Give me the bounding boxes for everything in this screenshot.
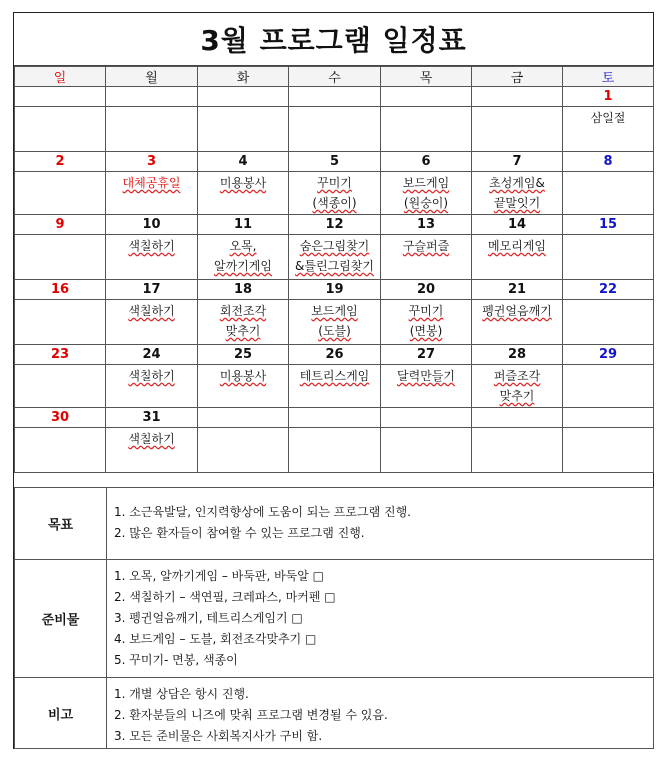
date-cell: 2: [15, 152, 106, 172]
event-cell: [15, 300, 106, 345]
date-cell: 3: [106, 152, 198, 172]
notes-label: 비고: [15, 678, 107, 749]
date-row: [15, 280, 654, 300]
event-cell: [381, 428, 472, 473]
date-cell: [106, 87, 198, 107]
event-text: 끝말잇기: [493, 196, 541, 210]
notes-line: 1. 개별 상담은 항시 진행.: [114, 687, 249, 701]
date-cell: [289, 408, 381, 428]
date-cell: 28: [472, 345, 563, 365]
event-text: 오목,: [229, 239, 257, 253]
event-cell: [289, 300, 381, 345]
date-cell: 5: [289, 152, 381, 172]
date-row: [15, 345, 654, 365]
event-cell: [15, 428, 106, 473]
date-cell: 24: [106, 345, 198, 365]
supplies-line: 1. 오목, 알까기게임 – 바둑판, 바둑알 □: [114, 569, 324, 583]
event-row: [15, 172, 654, 215]
weekday-tue: 화: [198, 67, 289, 87]
calendar-table: [14, 66, 654, 473]
event-text: 알까기게임: [214, 259, 272, 273]
date-cell: 15: [563, 215, 654, 235]
supplies-line: 2. 색칠하기 – 색연필, 크레파스, 마커펜 □: [114, 590, 336, 604]
date-cell: 16: [15, 280, 106, 300]
event-cell: [381, 365, 472, 408]
supplies-row: [15, 560, 654, 678]
date-cell: 23: [15, 345, 106, 365]
event-text: (색종이): [312, 196, 357, 210]
date-cell: [563, 408, 654, 428]
event-cell: [563, 172, 654, 215]
date-cell: 26: [289, 345, 381, 365]
date-cell: 14: [472, 215, 563, 235]
supplies-line: 3. 펭귄얼음깨기, 테트리스게임기 □: [114, 611, 303, 625]
event-text: 테트리스게임: [299, 369, 370, 383]
notes-line: 3. 모든 준비물은 사회복지사가 구비 함.: [114, 729, 323, 743]
event-cell: [381, 300, 472, 345]
event-text: &틀린그림찾기: [295, 259, 374, 273]
event-cell: [106, 300, 198, 345]
date-cell: 17: [106, 280, 198, 300]
date-cell: 31: [106, 408, 198, 428]
schedule-document: [13, 12, 654, 749]
event-cell: [472, 172, 563, 215]
event-cell: [106, 428, 198, 473]
event-text: 숨은그림찾기: [299, 239, 370, 253]
event-text: 보드게임: [311, 304, 358, 318]
goal-row: [15, 488, 654, 560]
date-row: [15, 408, 654, 428]
date-cell: 27: [381, 345, 472, 365]
notes-row: [15, 678, 654, 749]
event-row: [15, 428, 654, 473]
weekday-wed: 수: [289, 67, 381, 87]
notes-line: 2. 환자분들의 니즈에 맞춰 프로그램 변경될 수 있음.: [114, 708, 388, 722]
event-cell: [198, 428, 289, 473]
event-cell: [15, 172, 106, 215]
event-text: 색칠하기: [128, 369, 175, 383]
date-cell: [289, 87, 381, 107]
event-cell: [289, 107, 381, 152]
event-text: 펭귄얼음깨기: [482, 304, 552, 318]
date-cell: 8: [563, 152, 654, 172]
date-cell: [472, 87, 563, 107]
event-row: [15, 107, 654, 152]
date-cell: 18: [198, 280, 289, 300]
event-cell: [289, 172, 381, 215]
date-cell: 12: [289, 215, 381, 235]
event-cell: [106, 235, 198, 280]
event-cell: [198, 235, 289, 280]
page-title: 3월 프로그램 일정표: [14, 13, 653, 66]
event-cell: [198, 107, 289, 152]
date-cell: 10: [106, 215, 198, 235]
date-row: [15, 152, 654, 172]
date-cell: 21: [472, 280, 563, 300]
event-cell: [563, 235, 654, 280]
event-cell: [289, 365, 381, 408]
event-text: 퍼즐조각: [493, 369, 541, 383]
date-cell: 11: [198, 215, 289, 235]
event-cell: [563, 107, 654, 152]
event-cell: [472, 107, 563, 152]
event-row: [15, 365, 654, 408]
event-cell: [106, 107, 198, 152]
event-cell: [289, 235, 381, 280]
event-text: 꾸미기: [408, 304, 444, 318]
date-cell: 13: [381, 215, 472, 235]
date-cell: 6: [381, 152, 472, 172]
info-table: [14, 487, 654, 749]
date-cell: [15, 87, 106, 107]
weekday-sun: 일: [15, 67, 106, 87]
event-cell: [563, 428, 654, 473]
event-text: 보드게임: [402, 176, 450, 190]
date-cell: 29: [563, 345, 654, 365]
event-cell: [106, 172, 198, 215]
date-cell: [381, 87, 472, 107]
event-text: 회전조각: [219, 304, 267, 318]
event-cell: [381, 107, 472, 152]
event-cell: [563, 365, 654, 408]
event-text: 미용봉사: [219, 176, 267, 190]
event-cell: [198, 300, 289, 345]
event-cell: [289, 428, 381, 473]
goal-line: 2. 많은 환자들이 참여할 수 있는 프로그램 진행.: [114, 526, 365, 540]
supplies-label: 준비물: [15, 560, 107, 678]
event-cell: [381, 172, 472, 215]
notes-content: [107, 678, 654, 749]
date-cell: 9: [15, 215, 106, 235]
event-cell: [472, 235, 563, 280]
weekday-mon: 월: [106, 67, 198, 87]
event-text: 맞추기: [225, 324, 261, 338]
event-cell: [198, 172, 289, 215]
event-text: 삼일절: [590, 111, 626, 125]
event-row: [15, 235, 654, 280]
event-cell: [106, 365, 198, 408]
event-text: 구슬퍼즐: [402, 239, 450, 253]
weekday-fri: 금: [472, 67, 563, 87]
event-text: 색칠하기: [128, 239, 175, 253]
weekday-thu: 목: [381, 67, 472, 87]
date-cell: 4: [198, 152, 289, 172]
weekday-header-row: [15, 67, 654, 87]
date-row: [15, 215, 654, 235]
date-cell: [198, 87, 289, 107]
event-text: 색칠하기: [128, 432, 175, 446]
event-text: (도블): [318, 324, 351, 338]
date-cell: 1: [563, 87, 654, 107]
event-cell: [563, 300, 654, 345]
goal-content: [107, 488, 654, 560]
event-cell: [15, 107, 106, 152]
event-text: (면봉): [409, 324, 443, 338]
date-cell: [472, 408, 563, 428]
event-text: 메모리게임: [488, 239, 546, 253]
event-text: 꾸미기: [317, 176, 352, 190]
event-text: 색칠하기: [128, 304, 175, 318]
date-cell: 19: [289, 280, 381, 300]
event-text: 대체공휴일: [122, 176, 181, 190]
date-cell: [198, 408, 289, 428]
event-cell: [472, 300, 563, 345]
event-cell: [472, 428, 563, 473]
event-cell: [198, 365, 289, 408]
goal-line: 1. 소근육발달, 인지력향상에 도움이 되는 프로그램 진행.: [114, 505, 411, 519]
weekday-sat: 토: [563, 67, 654, 87]
event-text: 초성게임&: [489, 176, 545, 190]
event-row: [15, 300, 654, 345]
supplies-line: 4. 보드게임 – 도블, 회전조각맞추기 □: [114, 632, 317, 646]
event-cell: [472, 365, 563, 408]
event-text: 맞추기: [499, 389, 535, 403]
event-text: 미용봉사: [219, 369, 267, 383]
supplies-line: 5. 꾸미기- 면봉, 색종이: [114, 653, 238, 667]
date-cell: 7: [472, 152, 563, 172]
event-cell: [15, 365, 106, 408]
date-cell: 25: [198, 345, 289, 365]
event-text: (원숭이): [403, 196, 449, 210]
date-cell: 22: [563, 280, 654, 300]
event-cell: [15, 235, 106, 280]
date-cell: 30: [15, 408, 106, 428]
date-cell: 20: [381, 280, 472, 300]
date-row: [15, 87, 654, 107]
supplies-content: [107, 560, 654, 678]
date-cell: [381, 408, 472, 428]
event-cell: [381, 235, 472, 280]
event-text: 달력만들기: [397, 369, 455, 383]
goal-label: 목표: [15, 488, 107, 560]
